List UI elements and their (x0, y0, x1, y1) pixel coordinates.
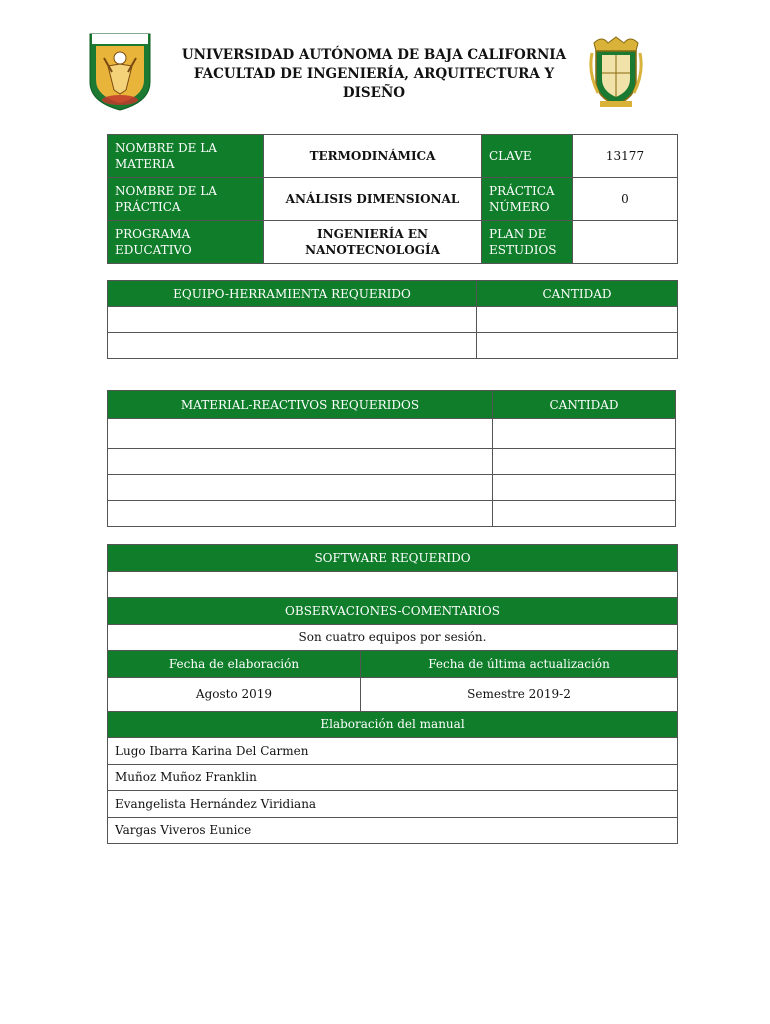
practica-numero-value: 0 (573, 178, 678, 221)
table-header-row (108, 598, 678, 625)
table-row (108, 571, 678, 598)
programa-label: PROGRAMA EDUCATIVO (108, 221, 264, 264)
table-row (108, 738, 678, 765)
author-name: Muñoz Muñoz Franklin (108, 764, 678, 791)
plan-label: PLAN DE ESTUDIOS (482, 221, 573, 264)
material-cantidad-header: CANTIDAD (493, 391, 676, 419)
material-header: MATERIAL-REACTIVOS REQUERIDOS (108, 391, 493, 419)
observaciones-value: Son cuatro equipos por sesión. (108, 624, 678, 651)
equipo-qty-cell (477, 307, 678, 333)
table-row (108, 178, 678, 221)
table-header-row (108, 651, 678, 678)
equipo-header: EQUIPO-HERRAMIENTA REQUERIDO (108, 281, 477, 307)
table-row (108, 475, 676, 501)
table-row (108, 135, 678, 178)
fecha-actualizacion-value: Semestre 2019-2 (361, 677, 678, 711)
table-row (108, 501, 676, 527)
table-row (108, 677, 678, 711)
faculty-name: FACULTAD DE INGENIERÍA, ARQUITECTURA Y DISEÑO (193, 66, 555, 101)
plan-value (573, 221, 678, 264)
observaciones-header: OBSERVACIONES-COMENTARIOS (108, 598, 678, 625)
equipo-cell (108, 307, 477, 333)
university-title (170, 46, 578, 103)
clave-value: 13177 (573, 135, 678, 178)
author-name: Evangelista Hernández Viridiana (108, 791, 678, 818)
course-info-table (107, 134, 678, 264)
material-qty-cell (493, 419, 676, 449)
table-row (108, 419, 676, 449)
materia-value: TERMODINÁMICA (264, 135, 482, 178)
table-header-row (108, 281, 678, 307)
practica-value: ANÁLISIS DIMENSIONAL (264, 178, 482, 221)
elaboracion-manual-header: Elaboración del manual (108, 711, 678, 738)
equipo-cantidad-header: CANTIDAD (477, 281, 678, 307)
table-row (108, 221, 678, 264)
fecha-actualizacion-label: Fecha de última actualización (361, 651, 678, 678)
equipo-cell (108, 333, 477, 359)
author-name: Vargas Viveros Eunice (108, 817, 678, 844)
table-row (108, 817, 678, 844)
programa-value: INGENIERÍA EN NANOTECNOLOGÍA (264, 221, 482, 264)
material-cell (108, 501, 493, 527)
table-row (108, 307, 678, 333)
table-row (108, 764, 678, 791)
uabc-shield-logo (86, 28, 154, 112)
table-row (108, 791, 678, 818)
fiad-crest-logo (588, 33, 644, 109)
author-name: Lugo Ibarra Karina Del Carmen (108, 738, 678, 765)
table-header-row (108, 711, 678, 738)
material-table (107, 390, 676, 527)
material-qty-cell (493, 475, 676, 501)
fecha-elaboracion-label: Fecha de elaboración (108, 651, 361, 678)
university-name: UNIVERSIDAD AUTÓNOMA DE BAJA CALIFORNIA (181, 47, 567, 63)
software-header: SOFTWARE REQUERIDO (108, 545, 678, 572)
table-header-row (108, 545, 678, 572)
practica-numero-label: PRÁCTICA NÚMERO (482, 178, 573, 221)
material-cell (108, 449, 493, 475)
equipo-table (107, 280, 678, 359)
material-cell (108, 419, 493, 449)
table-row (108, 449, 676, 475)
material-qty-cell (493, 501, 676, 527)
software-observaciones-table (107, 544, 678, 844)
practica-label: NOMBRE DE LA PRÁCTICA (108, 178, 264, 221)
clave-label: CLAVE (482, 135, 573, 178)
table-header-row (108, 391, 676, 419)
materia-label: NOMBRE DE LA MATERIA (108, 135, 264, 178)
material-cell (108, 475, 493, 501)
table-row (108, 624, 678, 651)
fecha-elaboracion-value: Agosto 2019 (108, 677, 361, 711)
equipo-qty-cell (477, 333, 678, 359)
software-value (108, 571, 678, 598)
table-row (108, 333, 678, 359)
material-qty-cell (493, 449, 676, 475)
